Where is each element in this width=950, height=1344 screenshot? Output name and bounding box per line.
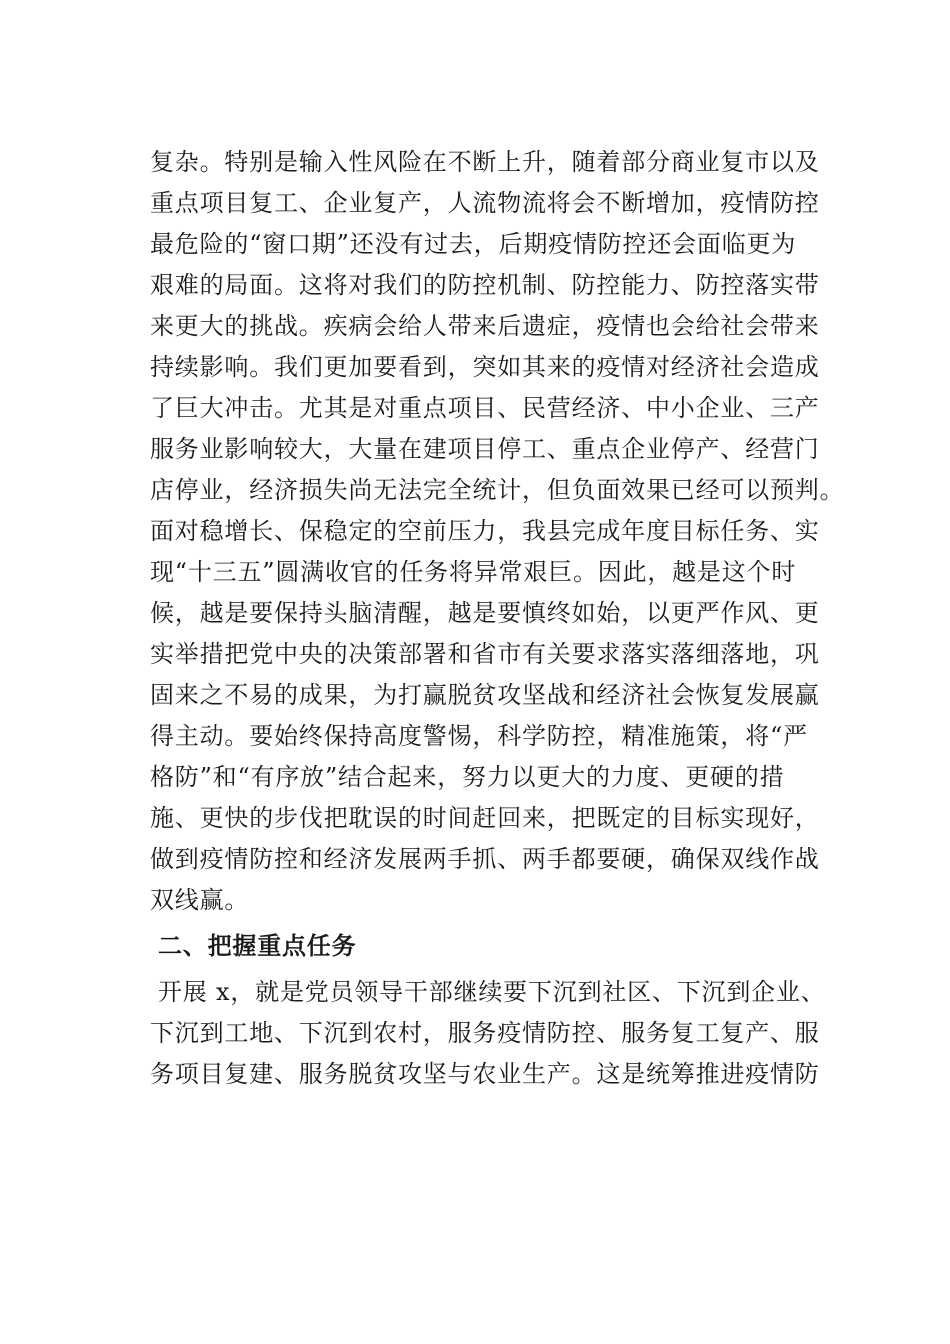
body-text-line: 固来之不易的成果，为打赢脱贫攻坚战和经济社会恢复发展赢 <box>150 681 820 709</box>
body-text-line: 做到疫情防控和经济发展两手抓、两手都要硬，确保双线作战 <box>150 845 820 873</box>
body-text-line: 了巨大冲击。尤其是对重点项目、民营经济、中小企业、三产 <box>150 394 820 422</box>
body-text-line: 下沉到工地、下沉到农村，服务疫情防控、服务复工复产、服 <box>150 1019 820 1047</box>
body-text-line: 开展 x，就是党员领导干部继续要下沉到社区、下沉到企业、 <box>158 978 826 1006</box>
body-text-line: 面对稳增长、保稳定的空前压力，我县完成年度目标任务、实 <box>150 517 820 545</box>
body-text-line: 实举措把党中央的决策部署和省市有关要求落实落细落地，巩 <box>150 640 820 668</box>
body-text-line: 得主动。要始终保持高度警惕，科学防控，精准施策，将“严 <box>150 722 808 750</box>
body-text-line: 施、更快的步伐把耽误的时间赶回来，把既定的目标实现好， <box>150 804 820 832</box>
body-text-line: 店停业，经济损失尚无法完全统计，但负面效果已经可以预判。 <box>150 476 845 504</box>
body-text-line: 服务业影响较大，大量在建项目停工、重点企业停产、经营门 <box>150 435 820 463</box>
body-text-line: 候，越是要保持头脑清醒，越是要慎终如始，以更严作风、更 <box>150 599 820 627</box>
body-text-line: 持续影响。我们更加要看到，突如其来的疫情对经济社会造成 <box>150 353 820 381</box>
body-text-line: 双线赢。 <box>150 886 250 914</box>
body-text-line: 来更大的挑战。疾病会给人带来后遗症，疫情也会给社会带来 <box>150 312 820 340</box>
body-text-line: 最危险的“窗口期”还没有过去，后期疫情防控还会面临更为 <box>150 230 797 258</box>
section-heading: 二、把握重点任务 <box>158 932 357 960</box>
body-text-line: 格防”和“有序放”结合起来，努力以更大的力度、更硬的措 <box>150 763 785 791</box>
body-text-line: 重点项目复工、企业复产，人流物流将会不断增加，疫情防控 <box>150 189 820 217</box>
body-text-line: 务项目复建、服务脱贫攻坚与农业生产。这是统筹推进疫情防 <box>150 1060 820 1088</box>
body-text-line: 艰难的局面。这将对我们的防控机制、防控能力、防控落实带 <box>150 271 820 299</box>
body-text-line: 现“十三五”圆满收官的任务将异常艰巨。因此，越是这个时 <box>150 558 797 586</box>
body-text-line: 复杂。特别是输入性风险在不断上升，随着部分商业复市以及 <box>150 148 820 176</box>
